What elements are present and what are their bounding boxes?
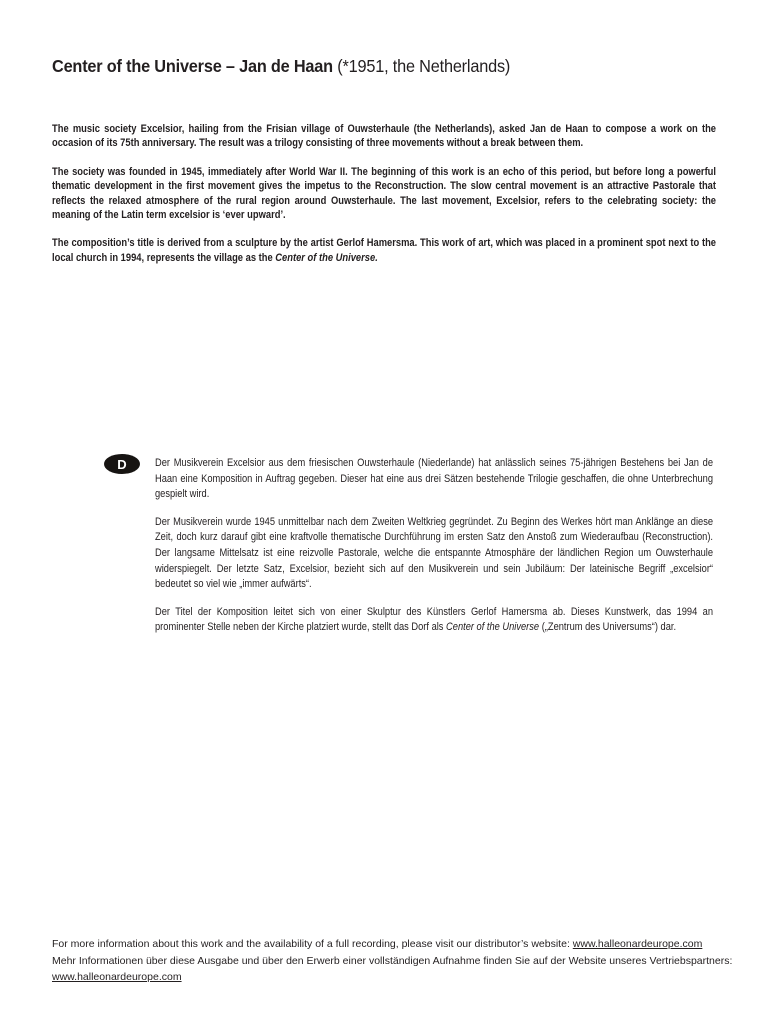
paragraph	[155, 515, 713, 593]
text-segment: („Zentrum des Universums“) dar.	[539, 621, 677, 634]
footer-line-english	[52, 936, 732, 953]
language-badge-label: D	[117, 456, 127, 472]
footer-line-german	[52, 953, 732, 970]
footer-line-german-link	[52, 969, 732, 986]
italic-text-segment: Center of the Universe.	[275, 251, 378, 264]
paragraph	[52, 122, 716, 151]
footer-text-german: Mehr Informationen über diese Ausgabe und über den Erwerb einer vollständigen Aufnahme finden Sie auf der Website unseres Vertriebspartners:	[52, 954, 733, 967]
text-segment: The music society Excelsior, hailing from the Frisian village of Ouwsterhaule (the Netherlands), asked Jan de Haan to compose a work on the occasion of its 75th anniversary. The result was a trilogy consisting of three movements without a break between them.	[52, 123, 717, 150]
paragraph	[52, 165, 716, 223]
german-description-block	[155, 456, 713, 648]
text-segment: The composition’s title is derived from a sculpture by the artist Gerlof Hamersma. This work of art, which was placed in a prominent spot next to the local church in 1994, represents the village as the	[52, 237, 717, 264]
text-segment: Der Titel der Komposition leitet sich von einer Skulptur des Künstlers Gerlof Hamersma ab. Dieses Kunstwerk, das 1994 an prominenter Stelle neben der Kirche platziert wurde, stellt das Dorf als	[155, 605, 714, 634]
title-work-and-composer: Center of the Universe – Jan de Haan	[52, 56, 338, 76]
text-segment: The society was founded in 1945, immediately after World War II. The beginning of this work is an echo of this period, but before long a powerful thematic development in the first movement gives the impetus to the Reconstruction. The slow central movement is an attractive Pastorale that reflects the relaxed atmosphere of the rural region around Ouwsterhaule. The last movement, Excelsior, refers to the celebrating society: the meaning of the Latin term excelsior is ‘ever upward’.	[52, 165, 717, 222]
distributor-website-link-german[interactable]: www.halleonardeurope.com	[52, 971, 182, 983]
text-segment: Der Musikverein wurde 1945 unmittelbar nach dem Zweiten Weltkrieg gegründet. Zu Beginn des Werkes hört man Anklänge an diese Zeit, doch kurz darauf gibt eine kraftvolle thematische Durchführung im ersten Satz den Anstoß zum Wiederaufbau (Reconstruction). Der langsame Mittelsatz ist eine reizvolle Pastorale, welche die entspannte Atmosphäre der ländlichen Region um Ouwsterhaule widerspiegelt. Der letzte Satz, Excelsior, bezieht sich auf den Musikverein und sein Jubiläum: Der lateinische Begriff „excelsior“ bedeutet so viel wie „immer aufwärts“.	[155, 515, 714, 591]
footer-text-english: For more information about this work and the availability of a full recording, please visit our distributor’s website:	[52, 938, 573, 950]
distributor-website-link-english[interactable]: www.halleonardeurope.com	[572, 938, 703, 950]
paragraph	[52, 236, 716, 265]
paragraph	[155, 456, 713, 503]
text-segment: Der Musikverein Excelsior aus dem friesischen Ouwsterhaule (Niederlande) hat anlässlich seines 75-jährigen Bestehens bei Jan de Haan eine Komposition in Auftrag gegeben. Dieser hat eine aus drei Sätzen bestehende Trilogie geschaffen, die ohne Unterbrechung gespielt wird.	[155, 457, 714, 501]
italic-text-segment: Center of the Universe	[446, 621, 540, 634]
page-title	[52, 56, 510, 77]
title-composer-details: (*1951, the Netherlands)	[337, 56, 511, 76]
english-description-block	[52, 122, 716, 279]
language-badge-de	[104, 454, 140, 474]
distributor-footer	[52, 936, 732, 986]
paragraph	[155, 605, 713, 636]
